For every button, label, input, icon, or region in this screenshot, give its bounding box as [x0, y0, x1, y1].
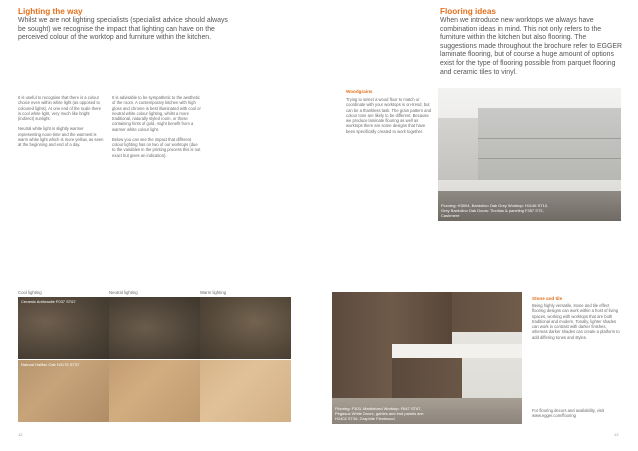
paragraph: It is advisable to be sympathetic to the aesthetic of the room. A contemporary kitchen with high gloss and chrome is best illuminated with cool or neutral white colour lighting, whilst a more traditional, naturally styled room, or those containing hints of gold, might benefit from a warmer white colour light. — [112, 95, 201, 132]
lighting-heading: Lighting the way — [18, 7, 83, 16]
swatch-dark-neutral — [109, 297, 200, 359]
stone-text: Being highly versatile, stone and tile effect flooring designs can work within a host of living spaces, working with worktops that are both traditional and modern. Tonally, lighter shades can work in contrast with darker finishes, whereas darker shades can create a platform to add differing tones and styles. — [532, 303, 620, 340]
counter-shape — [392, 344, 522, 358]
lighting-column-2 — [112, 95, 202, 163]
woodgrains-heading: Woodgrains — [346, 89, 373, 94]
swatch-caption-dark: Ceramic Anthracite F037 ST67 — [21, 299, 76, 304]
swatch-light-neutral — [109, 360, 200, 422]
swatch-light-warm — [200, 360, 291, 422]
lighting-column-1 — [18, 95, 104, 153]
paragraph: Below you can see the impact that different colour lighting has on two of our worktops (due to the variables in the printing process this is not exact but gives an indication). — [112, 136, 201, 158]
drawer-line — [478, 158, 621, 159]
woodgrains-text: Trying to select a wood floor to match or coordinate with your worktops is on-trend, but can be a thankless task. The grain pattern and colour tone are likely to be different. Because we produce laminate flooring as well as worktops there are some designs that have been specifically created to work together. — [346, 97, 432, 134]
swatch-dark-cool — [18, 297, 109, 359]
kitchen-photo-grey — [438, 88, 621, 221]
lighting-intro: Whilst we are not lighting specialists (specialist advice should always be sought) we recognise the impact that lighting can have on the perceived colour of the worktop and furniture within the kitchen. — [18, 17, 228, 42]
swatch-light-cool — [18, 360, 109, 422]
flooring-heading: Flooring ideas — [440, 7, 496, 16]
photo-caption-bottom: Flooring: F303, Marbleized Worktop: F647 ST67, Pegasus White Doors, gables and end panels are: H1402 ST36, Graphite Fleetwood — [335, 406, 425, 421]
swatch-caption-light: Natural Halifax Oak H3176 ST37 — [21, 362, 80, 367]
cabinet-shape — [478, 108, 621, 180]
page-number-right: 13 — [614, 432, 619, 437]
flooring-more-info: For flooring decors and availability, visit www.egger.com/flooring — [532, 408, 604, 419]
swatch-label-warm: Warm lighting — [200, 290, 227, 295]
swatch-dark-warm — [200, 297, 291, 359]
paragraph: Neutral white light is slightly warmer representing noon-time and the warmest is warm white light which is more yellow, as seen at the beginning and end of a day. — [18, 126, 104, 148]
flooring-intro: When we introduce new worktops we always have combination ideas in mind. This not only refers to the furniture within the kitchen but also flooring. The suggestions made throughout the brochure refer to EGGER laminate flooring, but of course a huge amount of options exist for the type of flooring possible from parquet flooring and ceramic tiles to vinyl. — [440, 17, 622, 76]
wood-cabinet-shape — [452, 292, 522, 332]
stone-heading: Stone and tile — [532, 296, 563, 301]
page-number-left: 12 — [18, 432, 23, 437]
photo-caption-top: Flooring: H3004, Bardolino Oak Grey Worktop: H1146 ST10, Grey Bardolino Oak Doors: Tinnitus & paneling F357 ST2, Cashmere — [441, 203, 549, 218]
swatch-label-neutral: Neutral lighting — [109, 290, 138, 295]
paragraph: It is useful to recognise that there is a colour choice even within white light (as opposed to coloured lights). At one end of the scale there is cool white light, very much like bright (indirect) sunlight. — [18, 95, 102, 121]
cabinet-shape — [438, 118, 478, 180]
island-shape — [392, 358, 462, 398]
swatch-label-cool: Cool lighting — [18, 290, 42, 295]
drawer-line — [478, 138, 621, 139]
kitchen-photo-wood — [332, 292, 522, 424]
